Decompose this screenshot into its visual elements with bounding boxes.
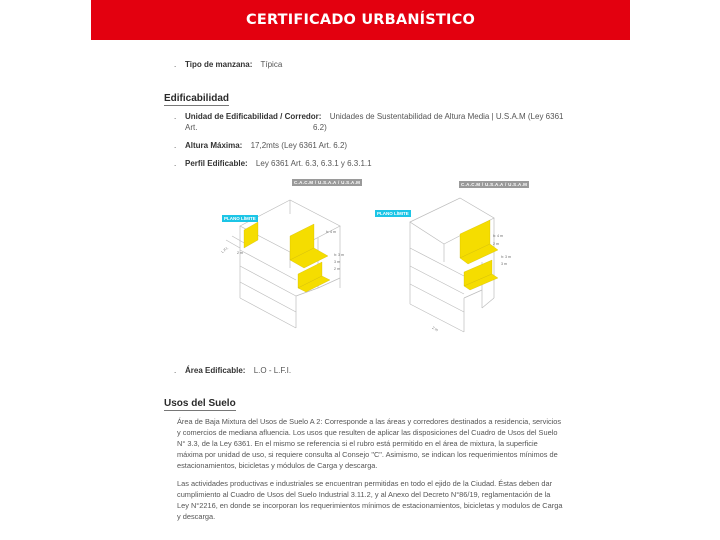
unidad-edificabilidad-label: Unidad de Edificabilidad / Corredor: <box>185 112 322 121</box>
tipo-manzana-row <box>174 59 282 70</box>
paragraph-line: y comercios de mediana afluencia. Los usos que resulten de aplicar las disposiciones del Cuadro de Usos del Suelo <box>177 428 558 438</box>
dim-label: 2 m <box>431 325 439 333</box>
paragraph-line: y descarga. <box>177 512 216 522</box>
dim-label: h: 3 m <box>501 255 511 259</box>
usos-paragraph-1 <box>177 416 567 471</box>
dim-label: 2 m <box>493 242 499 246</box>
bullet-icon: . <box>174 60 177 69</box>
tag-usam-left: C.A.C.M / U.S.A.A / U.S.A.M <box>294 180 361 185</box>
area-edificable-row <box>174 365 291 376</box>
area-edificable-label: Área Edificable: <box>185 366 246 375</box>
paragraph-line: cumplimiento al Cuadro de Usos del Suelo Industrial 3.11.2, y al Anexo del Decreto N°86/19, reglamentación de la <box>177 490 551 500</box>
tipo-manzana-label: Tipo de manzana: <box>185 60 253 69</box>
building-isometric-left <box>218 178 363 338</box>
perfil-edificable-value: Ley 6361 Art. 6.3, 6.3.1 y 6.3.1.1 <box>255 159 372 168</box>
altura-maxima-value: 17,2mts (Ley 6361 Art. 6.2) <box>250 141 348 150</box>
paragraph-line: estacionamientos, bicicletas y módulos de Carga y descarga. <box>177 461 378 471</box>
usos-paragraph-2 <box>177 478 567 522</box>
usos-suelo-heading: Usos del Suelo <box>164 398 236 409</box>
dim-label: 3 m <box>334 260 340 264</box>
perfil-edificable-label: Perfil Edificable: <box>185 159 248 168</box>
tag-plano-limite-right: PLANO LÍMITE <box>377 211 409 216</box>
perfil-edificable-row <box>174 158 372 169</box>
paragraph-line: Área de Baja Mixtura del Usos de Suelo A 2: Corresponde a las áreas y corredores destinados a residencia, servicios <box>177 417 562 426</box>
bullet-icon: . <box>174 141 177 150</box>
edificabilidad-heading: Edificabilidad <box>164 93 230 104</box>
perfil-diagram-left <box>218 178 363 338</box>
page-header <box>91 0 630 40</box>
bullet-icon: . <box>174 159 177 168</box>
paragraph-line: Las actividades productivas e industriales se encuentran permitidas en todo el ejido de la Ciudad. Éstas deben dar <box>177 479 553 488</box>
dim-label: 2 m <box>334 267 340 271</box>
paragraph-line: máxima por unidad de uso, si requiere consulta al Consejo "C". Asimismo, se indican los requerimientos mínimos de <box>177 450 558 460</box>
dim-label: 3 m <box>501 262 507 266</box>
paragraph-line: N° 3.3, de la Ley 6361. En el mismo se referencia si el rubro está permitido en el área de mixtura, la superficie <box>177 439 538 449</box>
area-edificable-value: L.O - L.F.I. <box>253 366 292 375</box>
unidad-edificabilidad-value-cont: 6.2) <box>313 123 327 132</box>
dim-label: h: 3 m <box>334 253 344 257</box>
page-title: CERTIFICADO URBANÍSTICO <box>246 12 475 28</box>
dim-label: h: 4 m <box>493 234 503 238</box>
building-isometric-right <box>372 178 517 348</box>
altura-maxima-label: Altura Máxima: <box>185 141 243 150</box>
tag-usam-right: C.A.C.M / U.S.A.A / U.S.A.M <box>461 182 528 187</box>
paragraph-line: Ley N°2216, en donde se incorporan los requerimientos mínimos de estacionamientos, bicicletas y modulos de Carga <box>177 501 563 511</box>
tag-plano-limite-left: PLANO LÍMITE <box>224 216 256 221</box>
bullet-icon: . <box>174 366 177 375</box>
unidad-edificabilidad-value: Unidades de Sustentabilidad de Altura Media | U.S.A.M (Ley 6361 Art. <box>185 112 564 132</box>
bullet-icon: . <box>174 112 177 121</box>
altura-maxima-row <box>174 140 347 151</box>
perfil-diagram-right <box>372 178 528 348</box>
dim-label: L.F.I. <box>220 245 230 255</box>
unidad-edificabilidad-row <box>174 111 575 133</box>
dim-label: h: 4 m <box>326 230 336 234</box>
tipo-manzana-value: Típica <box>260 60 283 69</box>
dim-label: 2 m <box>237 251 243 255</box>
